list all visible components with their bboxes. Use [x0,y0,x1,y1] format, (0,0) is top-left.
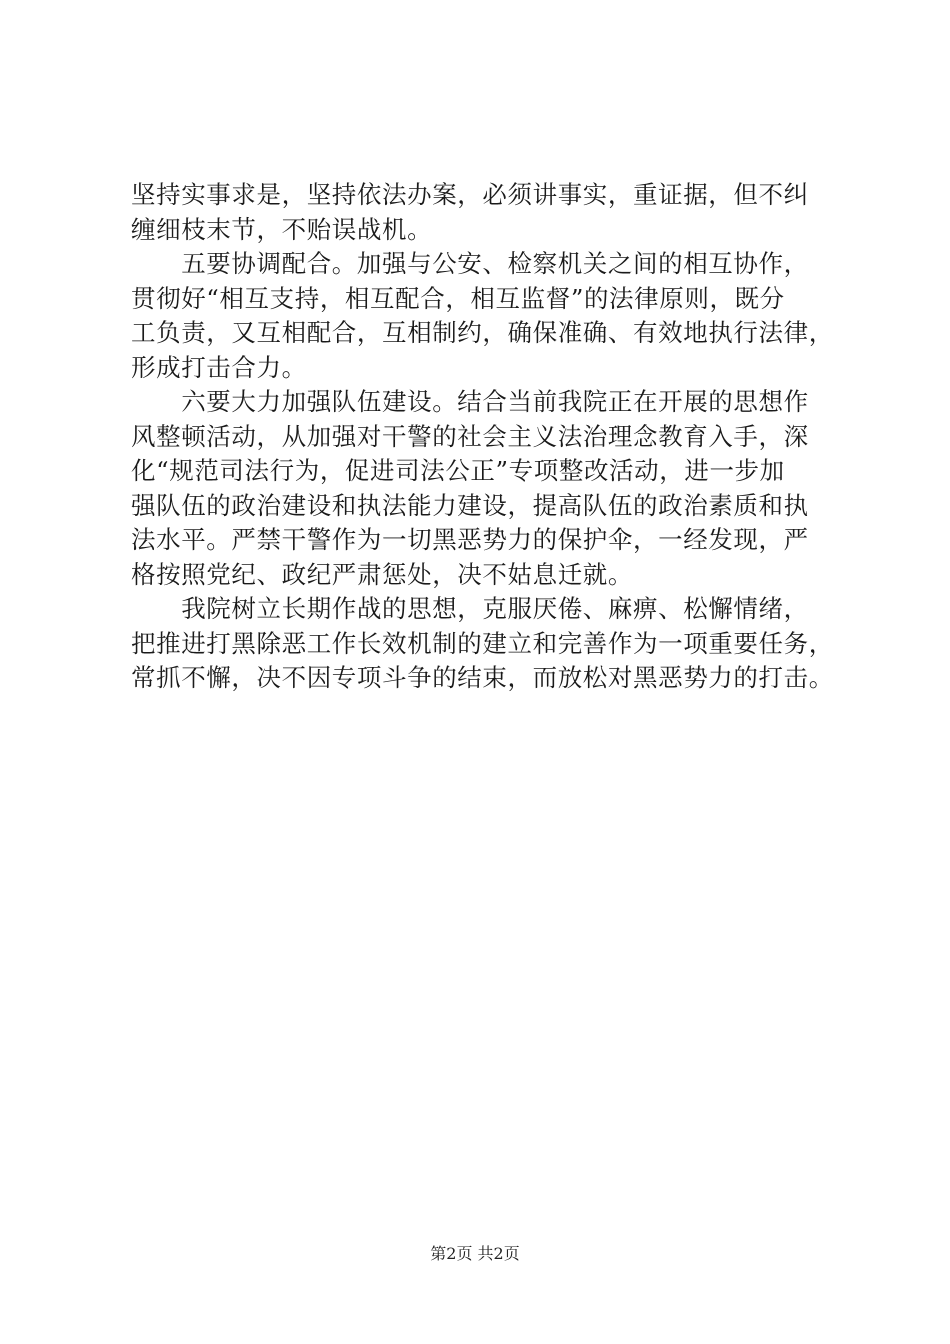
page-number-footer: 第2页 共2页 [430,1244,520,1263]
text-line: 常抓不懈，决不因专项斗争的结束，而放松对黑恶势力的打击。 [131,663,834,692]
text-line: 强队伍的政治建设和执法能力建设，提高队伍的政治素质和执 [131,490,809,520]
text-line: 五要协调配合。加强与公安、检察机关之间的相互协作， [131,249,809,278]
text-line: 法水平。严禁干警作为一切黑恶势力的保护伞，一经发现，严 [131,525,809,554]
text-line: 贯彻好“相互支持，相互配合，相互监督”的法律原则，既分 [131,283,785,313]
text-line: 我院树立长期作战的思想，克服厌倦、麻痹、松懈情绪， [131,594,809,623]
text-line: 坚持实事求是，坚持依法办案，必须讲事实，重证据，但不纠 [131,180,809,209]
document-body [131,178,837,696]
text-line: 把推进打黑除恶工作长效机制的建立和完善作为一项重要任务， [131,628,834,658]
text-line: 六要大力加强队伍建设。结合当前我院正在开展的思想作 [131,387,809,416]
text-line: 化“规范司法行为，促进司法公正”专项整改活动，进一步加 [131,456,785,485]
text-line: 风整顿活动，从加强对干警的社会主义法治理念教育入手，深 [131,421,809,451]
text-line: 工负责，又互相配合，互相制约，确保准确、有效地执行法律， [131,318,834,347]
text-line: 缠细枝末节，不贻误战机。 [131,214,433,244]
text-line: 形成打击合力。 [131,352,307,382]
text-line: 格按照党纪、政纪严肃惩处，决不姑息迁就。 [131,559,633,589]
